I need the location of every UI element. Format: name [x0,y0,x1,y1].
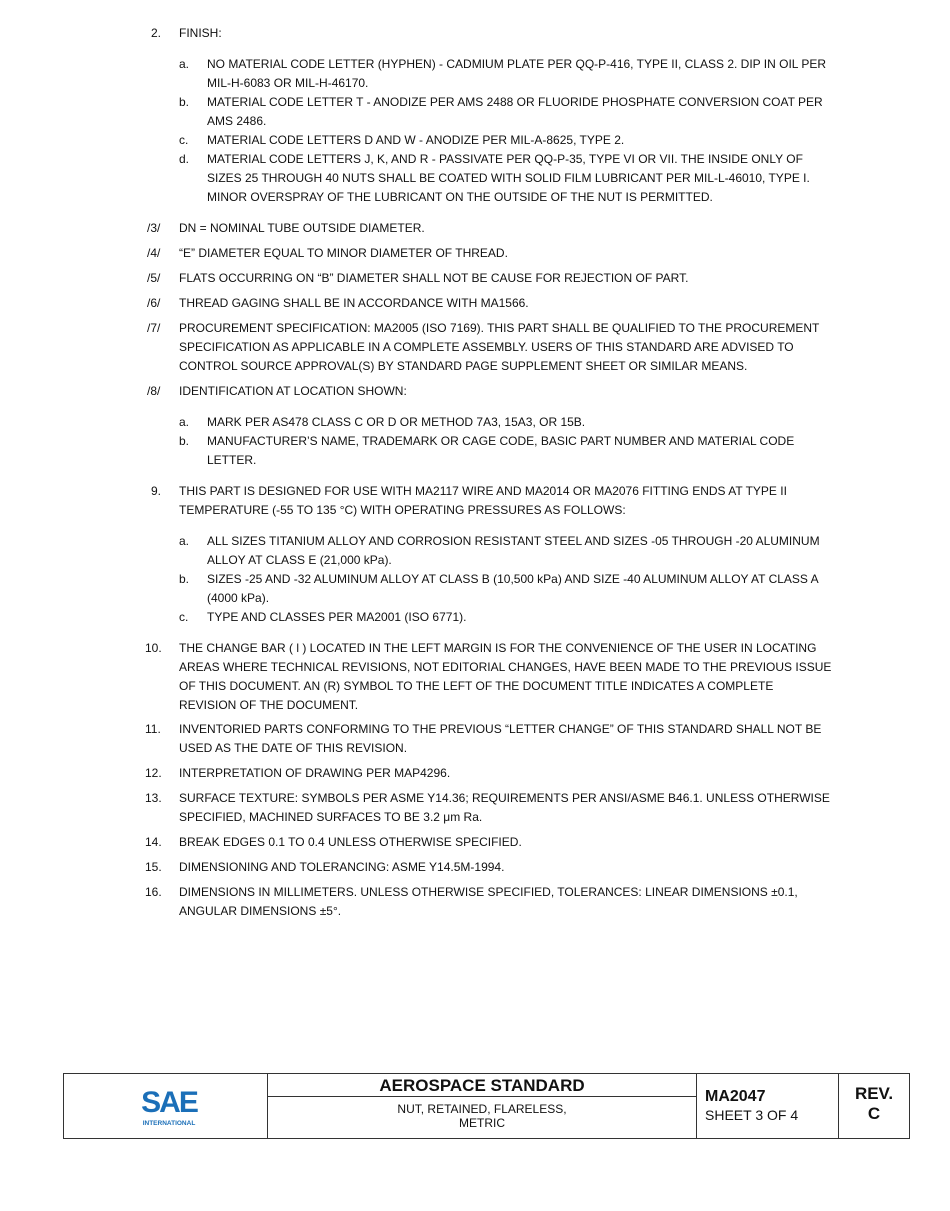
note-line: AMS 2486. [207,114,267,128]
doc-number-cell [697,1074,839,1138]
sae-logo [136,1084,202,1128]
note-line: MATERIAL CODE LETTERS J, K, AND R - PASSIVATE PER QQ-P-35, TYPE VI OR VII. THE INSIDE ONLY OF [207,152,803,166]
note-number: 9. [151,484,162,498]
note-line: LETTER. [207,453,257,467]
logo-text: SAE [141,1086,197,1119]
title-block [63,1073,910,1139]
sheet-number: SHEET 3 OF 4 [705,1107,799,1123]
note-number: 10. [145,641,162,655]
note-line: ANGULAR DIMENSIONS ±5°. [179,904,342,918]
note-line: “E” DIAMETER EQUAL TO MINOR DIAMETER OF THREAD. [179,246,508,260]
note-line: TEMPERATURE (-55 TO 135 °C) WITH OPERATING PRESSURES AS FOLLOWS: [179,503,626,517]
note-number: /3/ [147,221,161,235]
note-line: OF THIS DOCUMENT. AN (R) SYMBOL TO THE LEFT OF THE DOCUMENT TITLE INDICATES A COMPLETE [179,679,774,693]
doc-number: MA2047 [705,1088,766,1105]
note-line: REVISION OF THE DOCUMENT. [179,698,359,712]
note-number: 16. [145,885,162,899]
subtitle-line-2: METRIC [459,1116,505,1130]
note-line: MARK PER AS478 CLASS C OR D OR METHOD 7A3, 15A3, OR 15B. [207,415,586,429]
note-number: a. [179,415,190,429]
note-number: c. [179,133,189,147]
note-text: FINISH: [179,26,222,40]
revision [839,1084,909,1124]
note-line: MANUFACTURER’S NAME, TRADEMARK OR CAGE CODE, BASIC PART NUMBER AND MATERIAL CODE [207,434,795,448]
logo-subtext: INTERNATIONAL [142,1120,196,1127]
note-number: /8/ [147,384,161,398]
note-number: b. [179,95,190,109]
note-line: CONTROL SOURCE APPROVAL(S) BY STANDARD PAGE SUPPLEMENT SHEET OR SIMILAR MEANS. [179,359,748,373]
note-number: a. [179,57,190,71]
note-line: USED AS THE DATE OF THIS REVISION. [179,741,408,755]
note-number: d. [179,152,190,166]
note-number: b. [179,434,190,448]
note-line: THIS PART IS DESIGNED FOR USE WITH MA2117 WIRE AND MA2014 OR MA2076 FITTING ENDS AT TYPE II [179,484,787,498]
note-line: SIZES -25 AND -32 ALUMINUM ALLOY AT CLASS B (10,500 kPa) AND SIZE -40 ALUMINUM ALLOY AT CLASS A [207,572,819,586]
note-line: MATERIAL CODE LETTER T - ANODIZE PER AMS 2488 OR FLUORIDE PHOSPHATE CONVERSION COAT PER [207,95,823,109]
note-line: IDENTIFICATION AT LOCATION SHOWN: [179,384,407,398]
note-line: SIZES 25 THROUGH 40 NUTS SHALL BE COATED WITH SOLID FILM LUBRICANT PER MIL-L-46010, TYPE I. [207,171,810,185]
note-line: THE CHANGE BAR ( l ) LOCATED IN THE LEFT MARGIN IS FOR THE CONVENIENCE OF THE USER IN LOCATING [179,641,817,655]
note-number: /5/ [147,271,161,285]
note-number: /7/ [147,321,161,335]
note-number: /4/ [147,246,161,260]
revision-cell [839,1074,909,1138]
note-line: ALL SIZES TITANIUM ALLOY AND CORROSION RESISTANT STEEL AND SIZES -05 THROUGH -20 ALUMINUM [207,534,820,548]
note-line: DIMENSIONS IN MILLIMETERS. UNLESS OTHERWISE SPECIFIED, TOLERANCES: LINEAR DIMENSIONS ±0.1, [179,885,798,899]
note-number: 2. [151,26,162,40]
rev-label: REV. [854,1084,894,1103]
note-line: MIL-H-6083 OR MIL-H-46170. [207,76,369,90]
document-subtitle [268,1102,696,1130]
note-line: TYPE AND CLASSES PER MA2001 (ISO 6771). [207,610,467,624]
note-number: 14. [145,835,162,849]
note-number: 13. [145,791,162,805]
note-number: /6/ [147,296,161,310]
note-line: ALLOY AT CLASS E (21,000 kPa). [207,553,392,567]
note-line: NO MATERIAL CODE LETTER (HYPHEN) - CADMIUM PLATE PER QQ-P-416, TYPE II, CLASS 2. DIP IN OIL PER [207,57,827,71]
note-number: a. [179,534,190,548]
note-line: THREAD GAGING SHALL BE IN ACCORDANCE WITH MA1566. [179,296,529,310]
rev-value: C [867,1104,881,1123]
note-line: SPECIFICATION AS APPLICABLE IN A COMPLETE ASSEMBLY. USERS OF THIS STANDARD ARE ADVISED TO [179,340,794,354]
note-line: DN = NOMINAL TUBE OUTSIDE DIAMETER. [179,221,425,235]
subtitle-line-1: NUT, RETAINED, FLARELESS, [397,1102,567,1116]
note-line: MINOR OVERSPRAY OF THE LUBRICANT ON THE OUTSIDE OF THE NUT IS PERMITTED. [207,190,713,204]
note-line: PROCUREMENT SPECIFICATION: MA2005 (ISO 7169). THIS PART SHALL BE QUALIFIED TO THE PROCUREMENT [179,321,820,335]
note-line: INTERPRETATION OF DRAWING PER MAP4296. [179,766,451,780]
note-number: c. [179,610,189,624]
logo-cell [64,1074,268,1138]
note-line: BREAK EDGES 0.1 TO 0.4 UNLESS OTHERWISE SPECIFIED. [179,835,522,849]
title-cell [268,1074,697,1138]
note-line: (4000 kPa). [207,591,270,605]
note-line: INVENTORIED PARTS CONFORMING TO THE PREVIOUS “LETTER CHANGE” OF THIS STANDARD SHALL NOT BE [179,722,822,736]
note-line: DIMENSIONING AND TOLERANCING: ASME Y14.5M-1994. [179,860,505,874]
note-number: 12. [145,766,162,780]
note-line: SPECIFIED, MACHINED SURFACES TO BE 3.2 μm Ra. [179,810,483,824]
note-number: 11. [145,722,161,736]
note-line: FLATS OCCURRING ON “B” DIAMETER SHALL NOT BE CAUSE FOR REJECTION OF PART. [179,271,689,285]
note-line: MATERIAL CODE LETTERS D AND W - ANODIZE PER MIL-A-8625, TYPE 2. [207,133,625,147]
note-number: 15. [145,860,162,874]
note-line: AREAS WHERE TECHNICAL REVISIONS, NOT EDITORIAL CHANGES, HAVE BEEN MADE TO THE PREVIOUS ISSUE [179,660,832,674]
note-line: SURFACE TEXTURE: SYMBOLS PER ASME Y14.36; REQUIREMENTS PER ANSI/ASME B46.1. UNLESS OTHERWISE [179,791,830,805]
note-number: b. [179,572,190,586]
standard-title: AEROSPACE STANDARD [268,1074,696,1097]
